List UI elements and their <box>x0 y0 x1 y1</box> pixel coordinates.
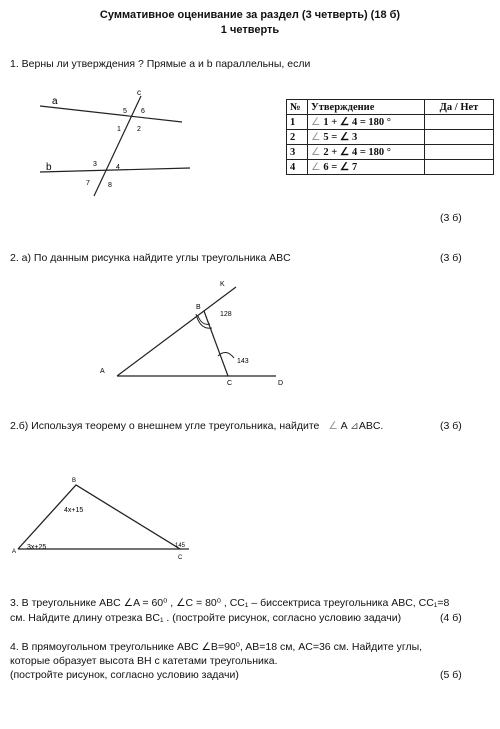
angle-icon: ∠ <box>328 420 338 432</box>
angle-7-label: 7 <box>86 180 90 187</box>
angle-icon: ∠ <box>311 132 321 143</box>
q4-line3: (постройте рисунок, согласно условию задачи) <box>10 669 239 681</box>
label-line-a: a <box>52 96 58 107</box>
q3-score: (4 б) <box>440 612 462 624</box>
row-statement-text: 6 = ∠ 7 <box>323 162 358 173</box>
label-B: B <box>72 478 77 484</box>
q4-score: (5 б) <box>440 669 462 681</box>
q1-score: (3 б) <box>440 212 462 224</box>
angle-3-label: 3 <box>93 161 97 168</box>
q3-line2: см. Найдите длину отрезка BC₁ . (постройте рисунок, согласно условию задачи) <box>10 612 402 624</box>
angle-icon: ∠ <box>311 162 321 173</box>
row-statement-text: 5 = ∠ 3 <box>323 132 358 143</box>
q2a-text: 2. а) По данным рисунка найдите углы треугольника ABC <box>10 252 291 264</box>
q2b-text-after: ABC. <box>358 420 384 432</box>
row-num: 1 <box>287 115 308 130</box>
angle-c-value: 143 <box>237 358 249 365</box>
angle-5-label: 5 <box>123 108 127 115</box>
angle-4-label: 4 <box>116 164 120 171</box>
row-num: 4 <box>287 160 308 175</box>
q2b-text-before: 2.б) Используя теорему о внешнем угле треугольника, найдите <box>10 420 320 432</box>
header-yes-no: Да / Нет <box>425 100 494 115</box>
row-num: 3 <box>287 145 308 160</box>
label-line-c: c <box>137 88 141 97</box>
expr-angle-b: 4x+15 <box>64 507 84 514</box>
row-statement-text: 2 + ∠ 4 = 180 ° <box>323 147 392 158</box>
label-D: D <box>278 380 284 387</box>
q2b-angle-letter: A <box>340 420 348 432</box>
label-K: K <box>220 281 225 288</box>
row-num: 2 <box>287 130 308 145</box>
label-A: A <box>100 368 105 375</box>
row-statement-text: 1 + ∠ 4 = 180 ° <box>323 117 392 128</box>
angle-b-value: 128 <box>220 311 232 318</box>
angle-icon: ∠ <box>311 147 321 158</box>
triangle-icon: ⊿ <box>350 420 359 432</box>
expr-angle-a: 3x+25 <box>27 544 47 551</box>
header-statement: Утверждение <box>308 100 425 115</box>
label-C: C <box>227 380 233 387</box>
q4-line1: 4. В прямоугольном треугольнике ABC ∠B=90⁰, AB=18 см, AC=36 см. Найдите углы, <box>10 641 423 653</box>
angle-1-label: 1 <box>117 126 121 133</box>
angle-2-label: 2 <box>137 126 141 133</box>
label-A: A <box>12 549 17 555</box>
label-B: B <box>196 304 201 311</box>
header-num: № <box>287 100 308 115</box>
label-line-b: b <box>46 162 52 173</box>
page-subtitle: 1 четверть <box>220 24 280 36</box>
q1-text: 1. Верны ли утверждения ? Прямые a и b параллельны, если <box>10 58 311 70</box>
angle-6-label: 6 <box>141 108 145 115</box>
q2a-score: (3 б) <box>440 252 462 264</box>
page-title: Суммативное оценивание за раздел (3 четверть) (18 б) <box>99 9 401 21</box>
q2b-score: (3 б) <box>440 420 462 432</box>
label-C: C <box>178 555 183 561</box>
q4-line2: которые образует высота BH с катетами треугольника. <box>10 655 278 667</box>
angle-8-label: 8 <box>108 182 112 189</box>
q3-line1: 3. В треугольнике ABC ∠A = 60⁰ , ∠C = 80⁰ , CC₁ – биссектриса треугольника ABC, CC₁=8 <box>10 597 450 609</box>
angle-c-value: 145 <box>175 543 186 549</box>
angle-icon: ∠ <box>311 117 321 128</box>
